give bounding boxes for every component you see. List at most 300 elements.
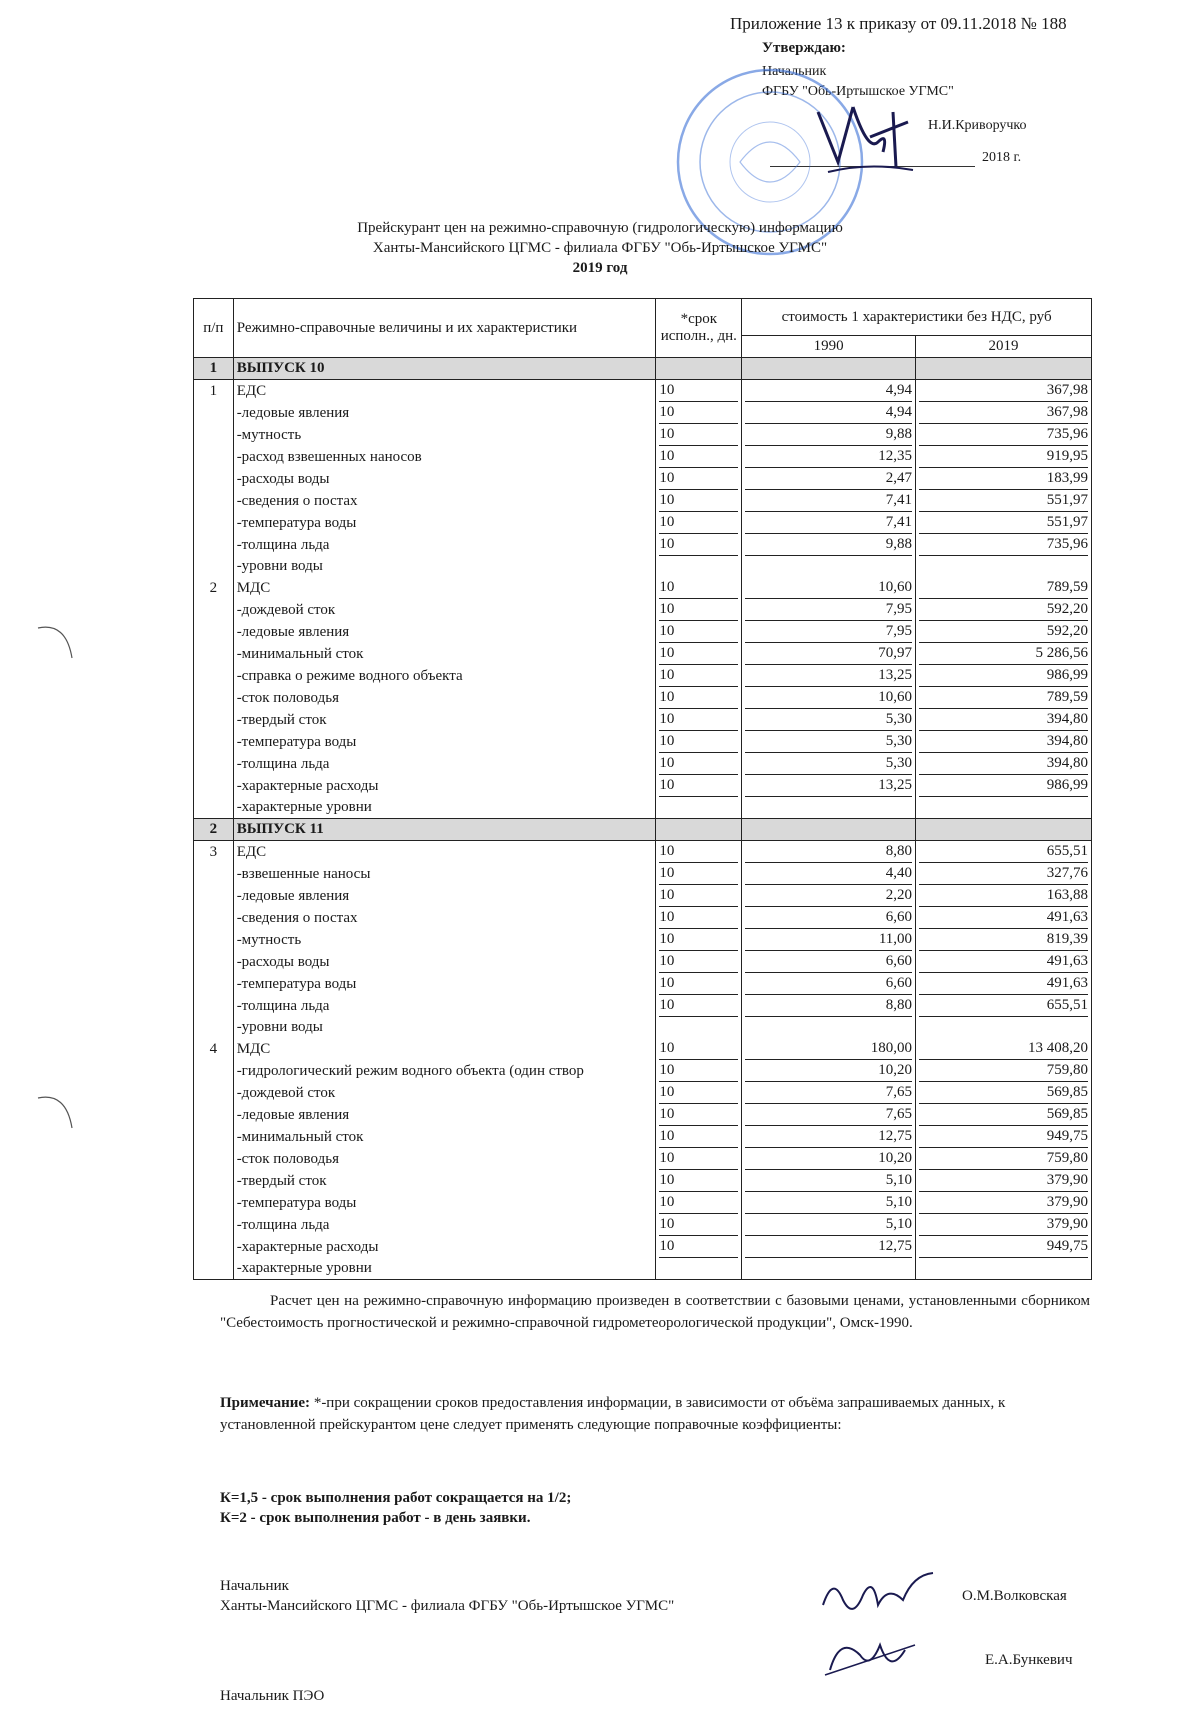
row-term-cell bbox=[656, 951, 742, 973]
row-value-2019: 394,80 bbox=[919, 709, 1088, 731]
row-value-1990-empty bbox=[742, 1017, 916, 1038]
row-term: 10 bbox=[659, 1214, 738, 1236]
row-value-1990-cell bbox=[742, 402, 916, 424]
row-value-1990: 5,10 bbox=[745, 1170, 912, 1192]
row-value-2019-cell bbox=[916, 709, 1092, 731]
title-line-2: Ханты-Мансийского ЦГМС - филиала ФГБУ "Обь-Иртышское УГМС" bbox=[372, 240, 828, 256]
table-row bbox=[194, 1017, 1092, 1038]
table-row bbox=[194, 1148, 1092, 1170]
row-value-1990-empty bbox=[742, 358, 916, 380]
row-value-1990: 180,00 bbox=[745, 1038, 912, 1060]
row-term-cell bbox=[656, 1126, 742, 1148]
coefficient-k1: К=1,5 - срок выполнения работ сокращается на 1/2; bbox=[220, 1490, 572, 1506]
row-name: -сведения о постах bbox=[233, 907, 656, 929]
row-value-1990: 7,65 bbox=[745, 1082, 912, 1104]
row-value-2019-empty bbox=[916, 1258, 1092, 1280]
row-value-2019: 5 286,56 bbox=[919, 643, 1088, 665]
row-value-2019-cell bbox=[916, 643, 1092, 665]
appendix-reference: Приложение 13 к приказу от 09.11.2018 № 188 bbox=[730, 14, 1067, 33]
table-row bbox=[194, 643, 1092, 665]
row-value-1990-cell bbox=[742, 929, 916, 951]
table-row bbox=[194, 512, 1092, 534]
row-value-2019-cell bbox=[916, 490, 1092, 512]
row-value-1990-cell bbox=[742, 380, 916, 403]
row-name: -расходы воды bbox=[233, 951, 656, 973]
signature-volkovskaya bbox=[818, 1565, 938, 1625]
header-term: *срок исполн., дн. bbox=[656, 299, 742, 358]
row-value-1990-cell bbox=[742, 1038, 916, 1060]
row-value-1990: 10,20 bbox=[745, 1148, 912, 1170]
row-value-2019-cell bbox=[916, 402, 1092, 424]
price-table-body bbox=[194, 358, 1092, 1280]
price-table bbox=[193, 298, 1092, 1280]
table-row bbox=[194, 973, 1092, 995]
row-value-1990: 5,30 bbox=[745, 709, 912, 731]
row-term-cell bbox=[656, 424, 742, 446]
row-term-cell bbox=[656, 577, 742, 599]
row-value-1990-cell bbox=[742, 1236, 916, 1258]
row-term-empty bbox=[656, 797, 742, 819]
row-term-empty bbox=[656, 556, 742, 577]
row-value-1990-cell bbox=[742, 1192, 916, 1214]
table-row bbox=[194, 599, 1092, 621]
row-number: 3 bbox=[194, 841, 234, 864]
row-name: -ледовые явления bbox=[233, 402, 656, 424]
row-name: -твердый сток bbox=[233, 709, 656, 731]
row-name: -температура воды bbox=[233, 512, 656, 534]
table-row bbox=[194, 556, 1092, 577]
row-value-1990: 5,10 bbox=[745, 1214, 912, 1236]
row-value-1990: 7,95 bbox=[745, 599, 912, 621]
signature-bunkevich bbox=[820, 1625, 920, 1685]
row-number: 1 bbox=[194, 358, 234, 380]
row-number-empty bbox=[194, 1060, 234, 1082]
row-number-empty bbox=[194, 446, 234, 468]
row-value-2019-cell bbox=[916, 512, 1092, 534]
row-value-1990: 12,35 bbox=[745, 446, 912, 468]
signatory-role: Начальник bbox=[220, 1578, 289, 1594]
row-term-empty bbox=[656, 358, 742, 380]
row-value-1990-cell bbox=[742, 1126, 916, 1148]
table-row bbox=[194, 709, 1092, 731]
row-term: 10 bbox=[659, 599, 738, 621]
row-term-cell bbox=[656, 753, 742, 775]
note-text: *-при сокращении сроков предоставления информации, в зависимости от объёма запрашиваемых данных, к установленной прейскурантом цене следует применять следующие поправочные коэффициенты: bbox=[220, 1395, 1006, 1433]
row-name: -гидрологический режим водного объекта (один створ bbox=[233, 1060, 656, 1082]
row-term-cell bbox=[656, 490, 742, 512]
table-row bbox=[194, 577, 1092, 599]
row-number: 1 bbox=[194, 380, 234, 403]
row-value-1990-cell bbox=[742, 709, 916, 731]
row-term-cell bbox=[656, 775, 742, 797]
row-value-2019-empty bbox=[916, 556, 1092, 577]
row-number-empty bbox=[194, 1082, 234, 1104]
row-number-empty bbox=[194, 1170, 234, 1192]
table-row bbox=[194, 885, 1092, 907]
table-row bbox=[194, 446, 1092, 468]
row-number-empty bbox=[194, 951, 234, 973]
row-name: ВЫПУСК 11 bbox=[233, 819, 656, 841]
row-name: -мутность bbox=[233, 424, 656, 446]
row-value-1990: 4,40 bbox=[745, 863, 912, 885]
table-row bbox=[194, 402, 1092, 424]
table-row bbox=[194, 1236, 1092, 1258]
row-name: -толщина льда bbox=[233, 995, 656, 1017]
row-value-1990-cell bbox=[742, 995, 916, 1017]
coefficient-k2: К=2 - срок выполнения работ - в день заявки. bbox=[220, 1510, 531, 1526]
row-term: 10 bbox=[659, 951, 738, 973]
row-value-1990-empty bbox=[742, 556, 916, 577]
row-number-empty bbox=[194, 995, 234, 1017]
row-number-empty bbox=[194, 1192, 234, 1214]
row-number: 2 bbox=[194, 577, 234, 599]
row-value-1990: 8,80 bbox=[745, 995, 912, 1017]
table-row bbox=[194, 380, 1092, 403]
row-value-1990: 5,30 bbox=[745, 731, 912, 753]
row-value-2019-cell bbox=[916, 995, 1092, 1017]
table-row bbox=[194, 1038, 1092, 1060]
row-number-empty bbox=[194, 753, 234, 775]
title-year: 2019 год bbox=[572, 260, 628, 276]
row-term-cell bbox=[656, 885, 742, 907]
table-row bbox=[194, 951, 1092, 973]
row-value-2019: 655,51 bbox=[919, 995, 1088, 1017]
row-value-2019: 759,80 bbox=[919, 1148, 1088, 1170]
scan-mark bbox=[36, 620, 76, 660]
row-value-2019-empty bbox=[916, 358, 1092, 380]
row-value-1990: 8,80 bbox=[745, 841, 912, 863]
row-name: -ледовые явления bbox=[233, 1104, 656, 1126]
note bbox=[220, 1392, 1090, 1436]
row-value-1990-cell bbox=[742, 863, 916, 885]
row-value-2019: 949,75 bbox=[919, 1126, 1088, 1148]
row-value-2019: 919,95 bbox=[919, 446, 1088, 468]
row-term: 10 bbox=[659, 863, 738, 885]
row-number-empty bbox=[194, 1017, 234, 1038]
row-value-1990-cell bbox=[742, 951, 916, 973]
row-value-2019-cell bbox=[916, 380, 1092, 403]
row-value-2019-cell bbox=[916, 731, 1092, 753]
approve-date: 2018 г. bbox=[982, 150, 1022, 165]
row-value-2019: 367,98 bbox=[919, 402, 1088, 424]
row-number-empty bbox=[194, 556, 234, 577]
table-row bbox=[194, 797, 1092, 819]
row-value-2019: 491,63 bbox=[919, 973, 1088, 995]
row-value-1990-cell bbox=[742, 468, 916, 490]
row-value-1990: 13,25 bbox=[745, 775, 912, 797]
row-value-2019-cell bbox=[916, 468, 1092, 490]
row-number-empty bbox=[194, 709, 234, 731]
row-value-2019: 491,63 bbox=[919, 951, 1088, 973]
row-value-2019: 735,96 bbox=[919, 424, 1088, 446]
row-name: -минимальный сток bbox=[233, 1126, 656, 1148]
table-row bbox=[194, 1082, 1092, 1104]
row-value-2019: 569,85 bbox=[919, 1082, 1088, 1104]
row-value-2019-empty bbox=[916, 1017, 1092, 1038]
row-term: 10 bbox=[659, 534, 738, 556]
row-term: 10 bbox=[659, 1170, 738, 1192]
calculation-paragraph: Расчет цен на режимно-справочную информацию произведен в соответствии с базовыми ценами, установленными сборником "Себестоимость прогностической и режимно-справочной гидрометеорологической продукции", Омск-1990. bbox=[220, 1293, 1090, 1331]
row-term: 10 bbox=[659, 424, 738, 446]
row-value-1990-cell bbox=[742, 1060, 916, 1082]
row-term: 10 bbox=[659, 907, 738, 929]
row-number-empty bbox=[194, 973, 234, 995]
row-value-1990-cell bbox=[742, 775, 916, 797]
row-term-cell bbox=[656, 1192, 742, 1214]
row-number-empty bbox=[194, 424, 234, 446]
table-row bbox=[194, 731, 1092, 753]
row-name: -температура воды bbox=[233, 1192, 656, 1214]
row-term-cell bbox=[656, 1236, 742, 1258]
row-value-1990-cell bbox=[742, 731, 916, 753]
row-value-2019-cell bbox=[916, 1060, 1092, 1082]
header-2019: 2019 bbox=[916, 336, 1092, 358]
row-value-2019-empty bbox=[916, 797, 1092, 819]
row-value-2019: 491,63 bbox=[919, 907, 1088, 929]
row-term-cell bbox=[656, 534, 742, 556]
row-term-cell bbox=[656, 863, 742, 885]
row-value-1990: 7,41 bbox=[745, 512, 912, 534]
row-value-1990-cell bbox=[742, 665, 916, 687]
row-value-2019: 394,80 bbox=[919, 753, 1088, 775]
row-name: -дождевой сток bbox=[233, 1082, 656, 1104]
row-term: 10 bbox=[659, 1148, 738, 1170]
signatory-name-2: Е.А.Бункевич bbox=[985, 1652, 1073, 1668]
row-term-cell bbox=[656, 446, 742, 468]
row-value-1990-cell bbox=[742, 885, 916, 907]
row-term: 10 bbox=[659, 665, 738, 687]
row-number-empty bbox=[194, 731, 234, 753]
row-value-1990-cell bbox=[742, 534, 916, 556]
row-term-cell bbox=[656, 1038, 742, 1060]
row-value-1990: 6,60 bbox=[745, 907, 912, 929]
row-number-empty bbox=[194, 775, 234, 797]
row-name: -температура воды bbox=[233, 973, 656, 995]
row-value-2019: 592,20 bbox=[919, 621, 1088, 643]
row-term-empty bbox=[656, 1017, 742, 1038]
approval-signature bbox=[808, 92, 918, 182]
row-value-2019-cell bbox=[916, 687, 1092, 709]
row-value-1990: 5,30 bbox=[745, 753, 912, 775]
row-number-empty bbox=[194, 512, 234, 534]
row-value-2019: 551,97 bbox=[919, 490, 1088, 512]
row-term: 10 bbox=[659, 512, 738, 534]
row-value-2019: 394,80 bbox=[919, 731, 1088, 753]
row-value-2019-cell bbox=[916, 775, 1092, 797]
row-value-2019: 379,90 bbox=[919, 1214, 1088, 1236]
row-value-1990: 6,60 bbox=[745, 973, 912, 995]
row-value-1990-cell bbox=[742, 973, 916, 995]
row-term-cell bbox=[656, 380, 742, 403]
row-name: -взвешенные наносы bbox=[233, 863, 656, 885]
row-name: МДС bbox=[233, 1038, 656, 1060]
row-number-empty bbox=[194, 665, 234, 687]
approve-org: ФГБУ "Обь-Иртышское УГМС" bbox=[762, 84, 954, 99]
row-value-2019-empty bbox=[916, 819, 1092, 841]
note-label: Примечание: bbox=[220, 1395, 311, 1411]
row-number-empty bbox=[194, 402, 234, 424]
row-value-2019: 379,90 bbox=[919, 1192, 1088, 1214]
row-value-1990-cell bbox=[742, 1170, 916, 1192]
approve-role: Начальник bbox=[762, 64, 827, 79]
signatory-org: Ханты-Мансийского ЦГМС - филиала ФГБУ "Обь-Иртышское УГМС" bbox=[220, 1598, 675, 1614]
row-value-2019-cell bbox=[916, 885, 1092, 907]
table-row bbox=[194, 1192, 1092, 1214]
row-term-cell bbox=[656, 1148, 742, 1170]
row-value-1990-cell bbox=[742, 577, 916, 599]
row-value-2019-cell bbox=[916, 665, 1092, 687]
row-value-2019: 789,59 bbox=[919, 577, 1088, 599]
section-row bbox=[194, 358, 1092, 380]
row-name: ВЫПУСК 10 bbox=[233, 358, 656, 380]
row-value-2019-cell bbox=[916, 1236, 1092, 1258]
row-value-2019: 367,98 bbox=[919, 380, 1088, 402]
row-term: 10 bbox=[659, 753, 738, 775]
row-term: 10 bbox=[659, 621, 738, 643]
row-term-cell bbox=[656, 1060, 742, 1082]
row-number-empty bbox=[194, 1236, 234, 1258]
row-term-empty bbox=[656, 1258, 742, 1280]
row-term: 10 bbox=[659, 1126, 738, 1148]
row-value-1990: 11,00 bbox=[745, 929, 912, 951]
row-name: -мутность bbox=[233, 929, 656, 951]
table-row bbox=[194, 775, 1092, 797]
row-term: 10 bbox=[659, 468, 738, 490]
row-term: 10 bbox=[659, 490, 738, 512]
row-value-2019-cell bbox=[916, 1104, 1092, 1126]
row-term-cell bbox=[656, 402, 742, 424]
row-number-empty bbox=[194, 929, 234, 951]
row-term: 10 bbox=[659, 1104, 738, 1126]
row-number-empty bbox=[194, 1258, 234, 1280]
row-value-1990: 7,41 bbox=[745, 490, 912, 512]
row-name: -дождевой сток bbox=[233, 599, 656, 621]
row-term: 10 bbox=[659, 841, 738, 863]
row-term: 10 bbox=[659, 577, 738, 599]
row-value-2019-cell bbox=[916, 907, 1092, 929]
row-value-2019: 735,96 bbox=[919, 534, 1088, 556]
row-value-2019-cell bbox=[916, 929, 1092, 951]
row-term: 10 bbox=[659, 1236, 738, 1258]
row-value-1990-empty bbox=[742, 797, 916, 819]
row-name: -сток половодья bbox=[233, 687, 656, 709]
row-name: -температура воды bbox=[233, 731, 656, 753]
row-term-cell bbox=[656, 665, 742, 687]
row-value-1990-empty bbox=[742, 819, 916, 841]
header-cost: стоимость 1 характеристики без НДС, руб bbox=[742, 299, 1092, 336]
row-name: -ледовые явления bbox=[233, 621, 656, 643]
table-row bbox=[194, 753, 1092, 775]
row-value-1990-cell bbox=[742, 1104, 916, 1126]
row-term-cell bbox=[656, 1082, 742, 1104]
row-value-2019: 986,99 bbox=[919, 775, 1088, 797]
row-value-1990: 10,20 bbox=[745, 1060, 912, 1082]
row-term: 10 bbox=[659, 775, 738, 797]
row-term: 10 bbox=[659, 929, 738, 951]
row-value-2019: 986,99 bbox=[919, 665, 1088, 687]
row-value-2019-cell bbox=[916, 621, 1092, 643]
row-term-cell bbox=[656, 709, 742, 731]
row-value-1990-cell bbox=[742, 643, 916, 665]
row-name: -толщина льда bbox=[233, 534, 656, 556]
row-number-empty bbox=[194, 599, 234, 621]
row-value-1990: 13,25 bbox=[745, 665, 912, 687]
row-number-empty bbox=[194, 1214, 234, 1236]
row-value-2019-cell bbox=[916, 841, 1092, 864]
row-value-1990: 6,60 bbox=[745, 951, 912, 973]
row-value-2019: 655,51 bbox=[919, 841, 1088, 863]
row-name: МДС bbox=[233, 577, 656, 599]
row-value-1990-cell bbox=[742, 490, 916, 512]
row-value-2019-cell bbox=[916, 1126, 1092, 1148]
row-term: 10 bbox=[659, 380, 738, 402]
row-number-empty bbox=[194, 863, 234, 885]
row-value-2019: 592,20 bbox=[919, 599, 1088, 621]
row-value-2019-cell bbox=[916, 577, 1092, 599]
row-value-1990-cell bbox=[742, 687, 916, 709]
table-row bbox=[194, 1104, 1092, 1126]
table-row bbox=[194, 687, 1092, 709]
row-term: 10 bbox=[659, 709, 738, 731]
row-value-1990-cell bbox=[742, 621, 916, 643]
row-value-1990-cell bbox=[742, 1148, 916, 1170]
row-value-2019: 379,90 bbox=[919, 1170, 1088, 1192]
row-value-2019: 949,75 bbox=[919, 1236, 1088, 1258]
row-name: -справка о режиме водного объекта bbox=[233, 665, 656, 687]
row-name: -сведения о постах bbox=[233, 490, 656, 512]
row-value-1990-cell bbox=[742, 599, 916, 621]
row-term-cell bbox=[656, 621, 742, 643]
row-value-1990: 2,47 bbox=[745, 468, 912, 490]
table-row bbox=[194, 1214, 1092, 1236]
row-value-1990: 9,88 bbox=[745, 534, 912, 556]
row-value-1990-cell bbox=[742, 1214, 916, 1236]
row-term-cell bbox=[656, 643, 742, 665]
table-row bbox=[194, 995, 1092, 1017]
row-value-1990-cell bbox=[742, 512, 916, 534]
row-number-empty bbox=[194, 490, 234, 512]
row-term: 10 bbox=[659, 1082, 738, 1104]
row-name: -уровни воды bbox=[233, 556, 656, 577]
row-term-cell bbox=[656, 599, 742, 621]
row-number-empty bbox=[194, 687, 234, 709]
table-row bbox=[194, 468, 1092, 490]
row-name: -расходы воды bbox=[233, 468, 656, 490]
row-name: -расход взвешенных наносов bbox=[233, 446, 656, 468]
row-term-cell bbox=[656, 687, 742, 709]
row-value-2019-cell bbox=[916, 534, 1092, 556]
row-term-cell bbox=[656, 995, 742, 1017]
row-value-2019-cell bbox=[916, 951, 1092, 973]
row-term-cell bbox=[656, 973, 742, 995]
row-term-cell bbox=[656, 929, 742, 951]
header-num: п/п bbox=[194, 299, 234, 358]
table-row bbox=[194, 863, 1092, 885]
row-value-2019-cell bbox=[916, 753, 1092, 775]
row-term: 10 bbox=[659, 402, 738, 424]
row-value-2019: 789,59 bbox=[919, 687, 1088, 709]
row-term-cell bbox=[656, 907, 742, 929]
row-name: -характерные расходы bbox=[233, 1236, 656, 1258]
row-number-empty bbox=[194, 468, 234, 490]
row-term-cell bbox=[656, 468, 742, 490]
row-term-cell bbox=[656, 731, 742, 753]
row-term: 10 bbox=[659, 995, 738, 1017]
row-name: -толщина льда bbox=[233, 1214, 656, 1236]
row-value-2019: 327,76 bbox=[919, 863, 1088, 885]
row-value-2019: 551,97 bbox=[919, 512, 1088, 534]
row-value-1990: 12,75 bbox=[745, 1236, 912, 1258]
